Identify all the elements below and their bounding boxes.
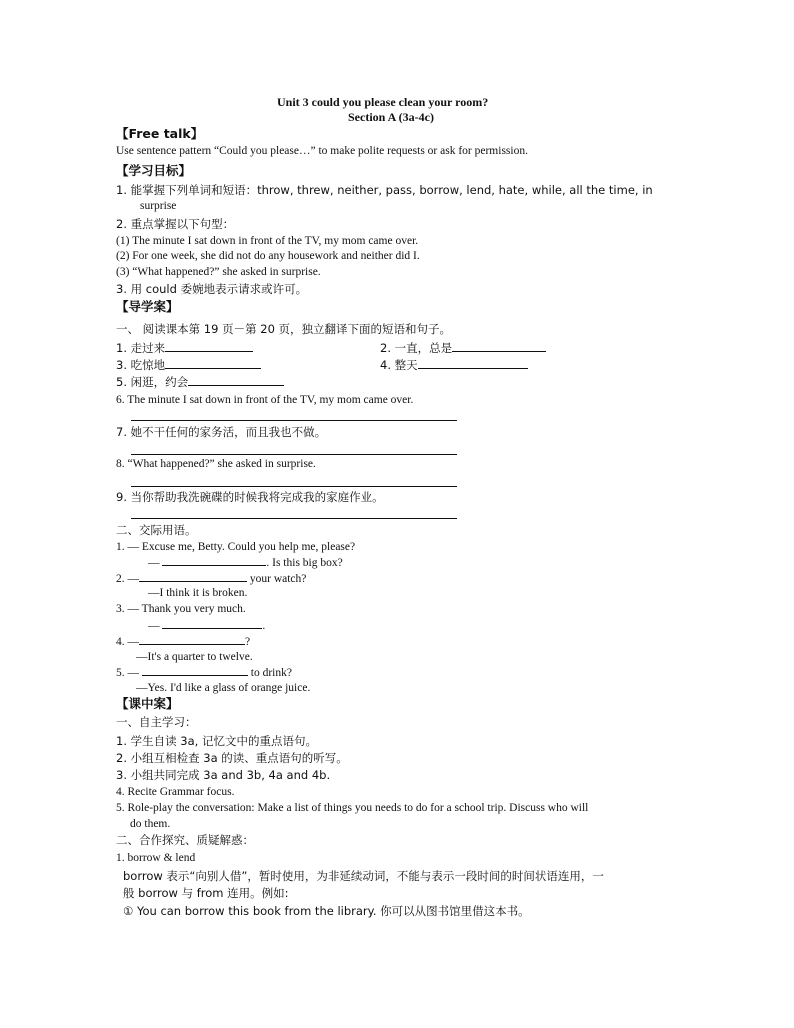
explore-text-1: borrow 表示“向别人借”，暂时使用，为非延续动词，不能与表示一段时间的时间状语连用，一 bbox=[123, 869, 604, 883]
dialog-5a: 5. — to drink? bbox=[116, 664, 292, 681]
explore-heading: 二、合作探究、质疑解惑： bbox=[116, 833, 254, 847]
class-item-2: 2. 小组互相检查 3a 的读、重点语句的听写。 bbox=[116, 751, 348, 765]
guide-intro: 一、 阅读课本第 19 页－第 20 页，独立翻译下面的短语和句子。 bbox=[116, 322, 452, 336]
free-talk-text: Use sentence pattern “Could you please…” to make polite requests or ask for permission. bbox=[116, 145, 528, 157]
dialog-1a: 1. — Excuse me, Betty. Could you help me, please? bbox=[116, 541, 356, 553]
dialog-5b: —Yes. I'd like a glass of orange juice. bbox=[136, 682, 311, 694]
answer-blank[interactable] bbox=[452, 340, 546, 352]
answer-blank[interactable] bbox=[139, 570, 247, 582]
question-9: 9. 当你帮助我洗碗碟的时候我将完成我的家庭作业。 bbox=[116, 490, 384, 504]
dialog-3a: 3. — Thank you very much. bbox=[116, 603, 246, 615]
dialog-4a: 4. — ? bbox=[116, 633, 250, 650]
dialog-2b: —I think it is broken. bbox=[148, 587, 248, 599]
question-3: 3. 吃惊地 bbox=[116, 357, 261, 373]
free-talk-heading: 【Free talk】 bbox=[116, 126, 204, 141]
goal-3: 3. 用 could 委婉地表示请求或许可。 bbox=[116, 282, 308, 296]
explore-item-1: 1. borrow & lend bbox=[116, 852, 196, 864]
class-item-4: 4. Recite Grammar focus. bbox=[116, 786, 235, 798]
goal-1-cont: surprise bbox=[140, 200, 177, 212]
question-5: 5. 闲逛，约会 bbox=[116, 374, 284, 390]
goal-2: 2. 重点掌握以下句型： bbox=[116, 217, 235, 231]
answer-line[interactable] bbox=[131, 454, 457, 455]
answer-blank[interactable] bbox=[165, 340, 253, 352]
explore-example-1: ① You can borrow this book from the library. 你可以从图书馆里借这本书。 bbox=[123, 904, 530, 918]
answer-line[interactable] bbox=[131, 486, 457, 487]
question-4: 4. 整天 bbox=[380, 357, 528, 373]
class-item-1: 1. 学生自读 3a, 记忆文中的重点语句。 bbox=[116, 734, 317, 748]
goals-heading: 【学习目标】 bbox=[116, 163, 192, 178]
answer-line[interactable] bbox=[131, 518, 457, 519]
dialog-heading: 二、交际用语。 bbox=[116, 523, 197, 537]
goal-sentence-1: (1) The minute I sat down in front of the TV, my mom came over. bbox=[116, 235, 419, 247]
answer-blank[interactable] bbox=[142, 664, 248, 676]
class-item-5: 5. Role-play the conversation: Make a list of things you needs to do for a school trip. Discuss who will bbox=[116, 802, 589, 814]
dialog-1b: — . Is this big box? bbox=[148, 554, 343, 571]
dialog-3b: — . bbox=[148, 617, 265, 634]
question-7: 7. 她不干任何的家务活，而且我也不做。 bbox=[116, 425, 327, 439]
question-8: 8. “What happened?” she asked in surprise. bbox=[116, 458, 316, 470]
document-title: Unit 3 could you please clean your room? bbox=[277, 95, 489, 109]
question-1: 1. 走过来 bbox=[116, 340, 253, 356]
answer-line[interactable] bbox=[131, 420, 457, 421]
answer-blank[interactable] bbox=[162, 617, 262, 629]
answer-blank[interactable] bbox=[188, 374, 284, 386]
explore-text-2: 般 borrow 与 from 连用。例如: bbox=[123, 886, 289, 900]
class-item-5-cont: do them. bbox=[130, 818, 171, 830]
answer-blank[interactable] bbox=[162, 554, 266, 566]
document-subtitle: Section A (3a-4c) bbox=[348, 110, 434, 124]
guide-heading: 【导学案】 bbox=[116, 299, 179, 314]
answer-blank[interactable] bbox=[418, 357, 528, 369]
self-study-heading: 一、自主学习： bbox=[116, 715, 197, 729]
goal-1: 1. 能掌握下列单词和短语：throw, threw, neither, pass, borrow, lend, hate, while, all the time, in bbox=[116, 183, 653, 197]
question-2: 2. 一直，总是 bbox=[380, 340, 546, 356]
class-item-3: 3. 小组共同完成 3a and 3b, 4a and 4b. bbox=[116, 768, 331, 782]
answer-blank[interactable] bbox=[165, 357, 261, 369]
answer-blank[interactable] bbox=[139, 633, 245, 645]
dialog-4b: —It's a quarter to twelve. bbox=[136, 651, 253, 663]
goal-sentence-3: (3) “What happened?” she asked in surprise. bbox=[116, 266, 321, 278]
dialog-2a: 2. — your watch? bbox=[116, 570, 306, 587]
question-6: 6. The minute I sat down in front of the TV, my mom came over. bbox=[116, 394, 414, 406]
class-heading: 【课中案】 bbox=[116, 696, 179, 711]
goal-sentence-2: (2) For one week, she did not do any housework and neither did I. bbox=[116, 250, 420, 262]
